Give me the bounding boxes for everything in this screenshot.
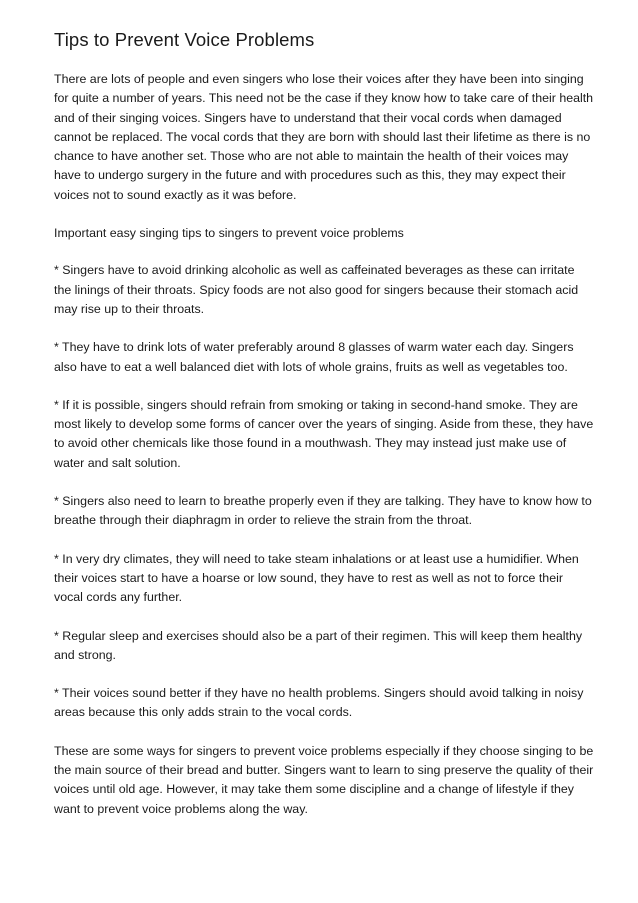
tip-paragraph-6: * Regular sleep and exercises should also be a part of their regimen. This will keep them healthy and strong. — [54, 628, 583, 662]
intro-paragraph: There are lots of people and even singers who lose their voices after they have been into singing for quite a number of years. This need not be the case if they know how to take care of their health and of their singing voices. Singers have to understand that their vocal cords when damaged cannot be replaced. The vocal cords that they are born with should last their lifetime as there is no chance to have another set. Those who are not able to maintain the health of their voices may have to undergo surgery in the future and with procedures such as this, they may expect their voices not to sound exactly as it was before. — [54, 72, 594, 202]
conclusion-paragraph: These are some ways for singers to prevent voice problems especially if they choose singing to be the main source of their bread and butter. Singers want to learn to sing preserve the quality of their voices until old age. However, it may take them some discipline and a change of lifestyle if they want to prevent voice problems along the way. — [54, 743, 594, 816]
tips-heading: Important easy singing tips to singers to prevent voice problems — [54, 226, 404, 241]
tip-paragraph-4: * Singers also need to learn to breathe properly even if they are talking. They have to know how to breathe through their diaphragm in order to relieve the strain from the throat. — [54, 494, 592, 528]
tip-paragraph-3: * If it is possible, singers should refrain from smoking or taking in second-hand smoke. They are most likely to develop some forms of cancer over the years of singing. Aside from these, they have to avoid other chemicals like those found in a mouthwash. They may instead just make use of water and salt solution. — [54, 397, 594, 470]
tip-paragraph-1: * Singers have to avoid drinking alcoholic as well as caffeinated beverages as these can irritate the linings of their throats. Spicy foods are not also good for singers because their stomach acid may rise up to their throats. — [54, 263, 579, 316]
tip-paragraph-5: * In very dry climates, they will need to take steam inhalations or at least use a humidifier. When their voices start to have a hoarse or low sound, they have to rest as well as not to force their vocal cords any further. — [54, 551, 579, 605]
document-page — [54, 28, 594, 838]
tip-paragraph-2: * They have to drink lots of water preferably around 8 glasses of warm water each day. Singers also have to eat a well balanced diet with lots of whole grains, fruits as well as vegetables too. — [54, 340, 574, 374]
document-title: Tips to Prevent Voice Problems — [54, 29, 315, 50]
tip-paragraph-7: * Their voices sound better if they have no health problems. Singers should avoid talking in noisy areas because this only adds strain to the vocal cords. — [54, 686, 584, 720]
